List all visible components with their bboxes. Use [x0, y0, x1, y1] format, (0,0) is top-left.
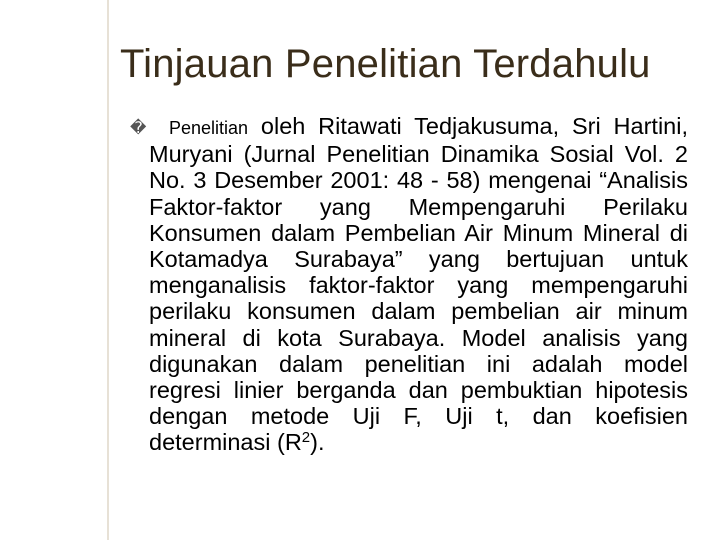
- box-bullet-icon: �: [130, 118, 147, 137]
- bullet-lead-word: Penelitian: [169, 118, 249, 138]
- slide-title: Tinjauan Penelitian Terdahulu: [120, 42, 651, 86]
- bullet-text: [130, 113, 688, 456]
- superscript-2: 2: [301, 429, 311, 447]
- bullet-item: [130, 113, 688, 456]
- bullet-body-text: oleh Ritawati Tedjakusuma, Sri Hartini, Muryani (Jurnal Penelitian Dinamika Sosial Vol. 2 No. 3 Desember 2001: 48 - 58) mengenai “Analisis Faktor-faktor yang Mempengaruhi Perilaku Konsumen dalam Pembelian Air Minum Mineral di Kotamadya Surabaya” yang bertujuan untuk menganalisis faktor-faktor yang mempengaruhi perilaku konsumen dalam pembelian air minum mineral di kota Surabaya. Model analisis yang digunakan dalam penelitian ini adalah model regresi linier berganda dan pembuktian hipotesis dengan metode Uji F, Uji t, dan koefisien determinasi (R: [149, 113, 688, 456]
- frame-divider-line: [107, 0, 109, 540]
- bullet-tail-text: ).: [310, 429, 325, 456]
